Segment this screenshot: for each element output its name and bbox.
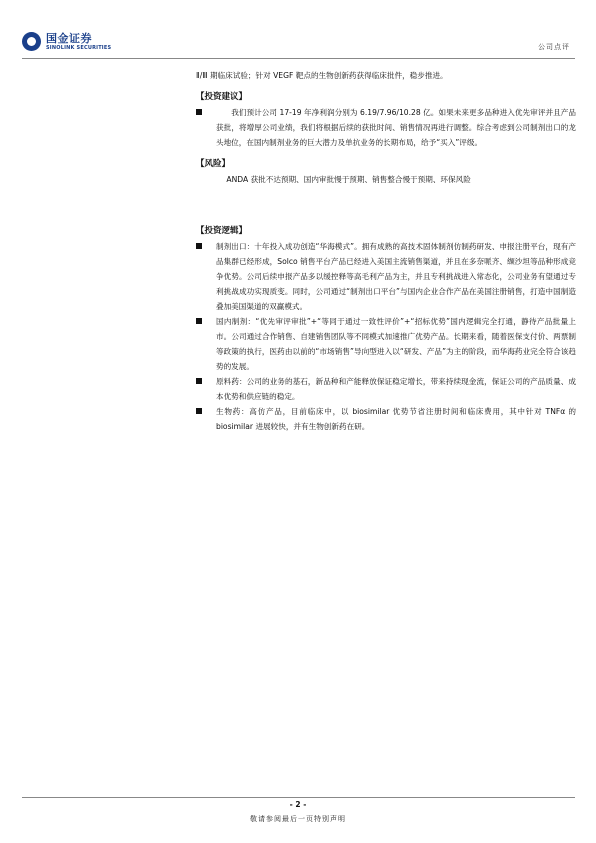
logo-mark-icon bbox=[22, 32, 41, 51]
investment-advice-heading: 【投资建议】 bbox=[196, 92, 248, 102]
bullet-square-icon bbox=[196, 318, 202, 324]
investment-logic-heading: 【投资逻辑】 bbox=[196, 226, 248, 236]
header-divider bbox=[22, 58, 575, 59]
investment-advice-item bbox=[196, 105, 576, 150]
logic-item-text: 生物药：高仿产品，目前临床中，以 biosimilar 优势节省注册时间和临床费用，其中针对 TNFα 的 biosimilar 进展较快，并有生物创新药在研。 bbox=[216, 407, 576, 431]
logic-item bbox=[196, 404, 576, 434]
logic-item bbox=[196, 314, 576, 374]
logo-english-name: SINOLINK SECURITIES bbox=[46, 44, 112, 51]
bullet-square-icon bbox=[196, 109, 202, 115]
investment-advice-text: 我们预计公司 17-19 年净利润分别为 6.19/7.96/10.28 亿。如果未来更多品种进入优先审评并且产品获批，将增厚公司业绩，我们将根据后续的获批时间、销售情况再进行调整。综合考虑到公司制剂出口的龙头地位，在国内制剂业务的巨大潜力及单抗业务的长期布局，给予“买入”评级。 bbox=[216, 108, 576, 147]
company-logo bbox=[22, 32, 111, 51]
footer-disclaimer: 敬请参阅最后一页特别声明 bbox=[250, 815, 346, 823]
logic-item-text: 国内制剂：“优先审评审批”+“等同于通过一致性评价”+“招标优势”国内逻辑完全打通，静待产品批量上市。公司通过合作销售、自建销售团队等不同模式加速推广优势产品。长期来看，随着医保支付价、两票制等政策的执行，医药由以前的“市场销售”导向型进入以“研发、产品”为主的阶段，而华海药业完全符合该趋势的发展。 bbox=[216, 317, 576, 371]
main-content bbox=[196, 68, 576, 434]
risk-heading: 【风险】 bbox=[196, 159, 231, 169]
logic-item-text: 制剂出口：十年投入成功创造“华海模式”。拥有成熟的高技术固体制剂仿制药研发、申报注册平台，现有产品集群已经形成，Solco 销售平台产品已经进入美国主流销售渠道，并且在多奈哌齐、缬沙坦等品种形成竞争优势。公司后续申报产品多以缓控释等高毛利产品为主，并且专利挑战进入常态化，公司业务有望通过专利挑战成功实现质变。同时，公司通过“制剂出口平台”与国内企业合作产品在美国注册销售，打造中国制造叠加美国渠道的双赢模式。 bbox=[216, 242, 576, 311]
risk-text: ANDA 获批不达预期、国内审批慢于预期、销售整合慢于预期、环保风险 bbox=[226, 175, 471, 184]
bullet-square-icon bbox=[196, 243, 202, 249]
footer-divider bbox=[22, 797, 575, 798]
intro-paragraph: Ⅱ/Ⅲ 期临床试验；针对 VEGF 靶点的生物创新药获得临床批件，稳步推进。 bbox=[196, 71, 448, 80]
logic-item bbox=[196, 239, 576, 314]
bullet-square-icon bbox=[196, 408, 202, 414]
document-type-label: 公司点评 bbox=[538, 43, 570, 51]
bullet-square-icon bbox=[196, 378, 202, 384]
logic-item bbox=[196, 374, 576, 404]
page-number: - 2 - bbox=[289, 800, 307, 809]
logo-chinese-name: 国金证券 bbox=[46, 31, 92, 45]
logic-item-text: 原料药：公司的业务的基石，新品种和产能释放保证稳定增长，带来持续现金流，保证公司的产品质量、成本优势和供应链的稳定。 bbox=[216, 377, 576, 401]
page-header bbox=[22, 30, 575, 56]
